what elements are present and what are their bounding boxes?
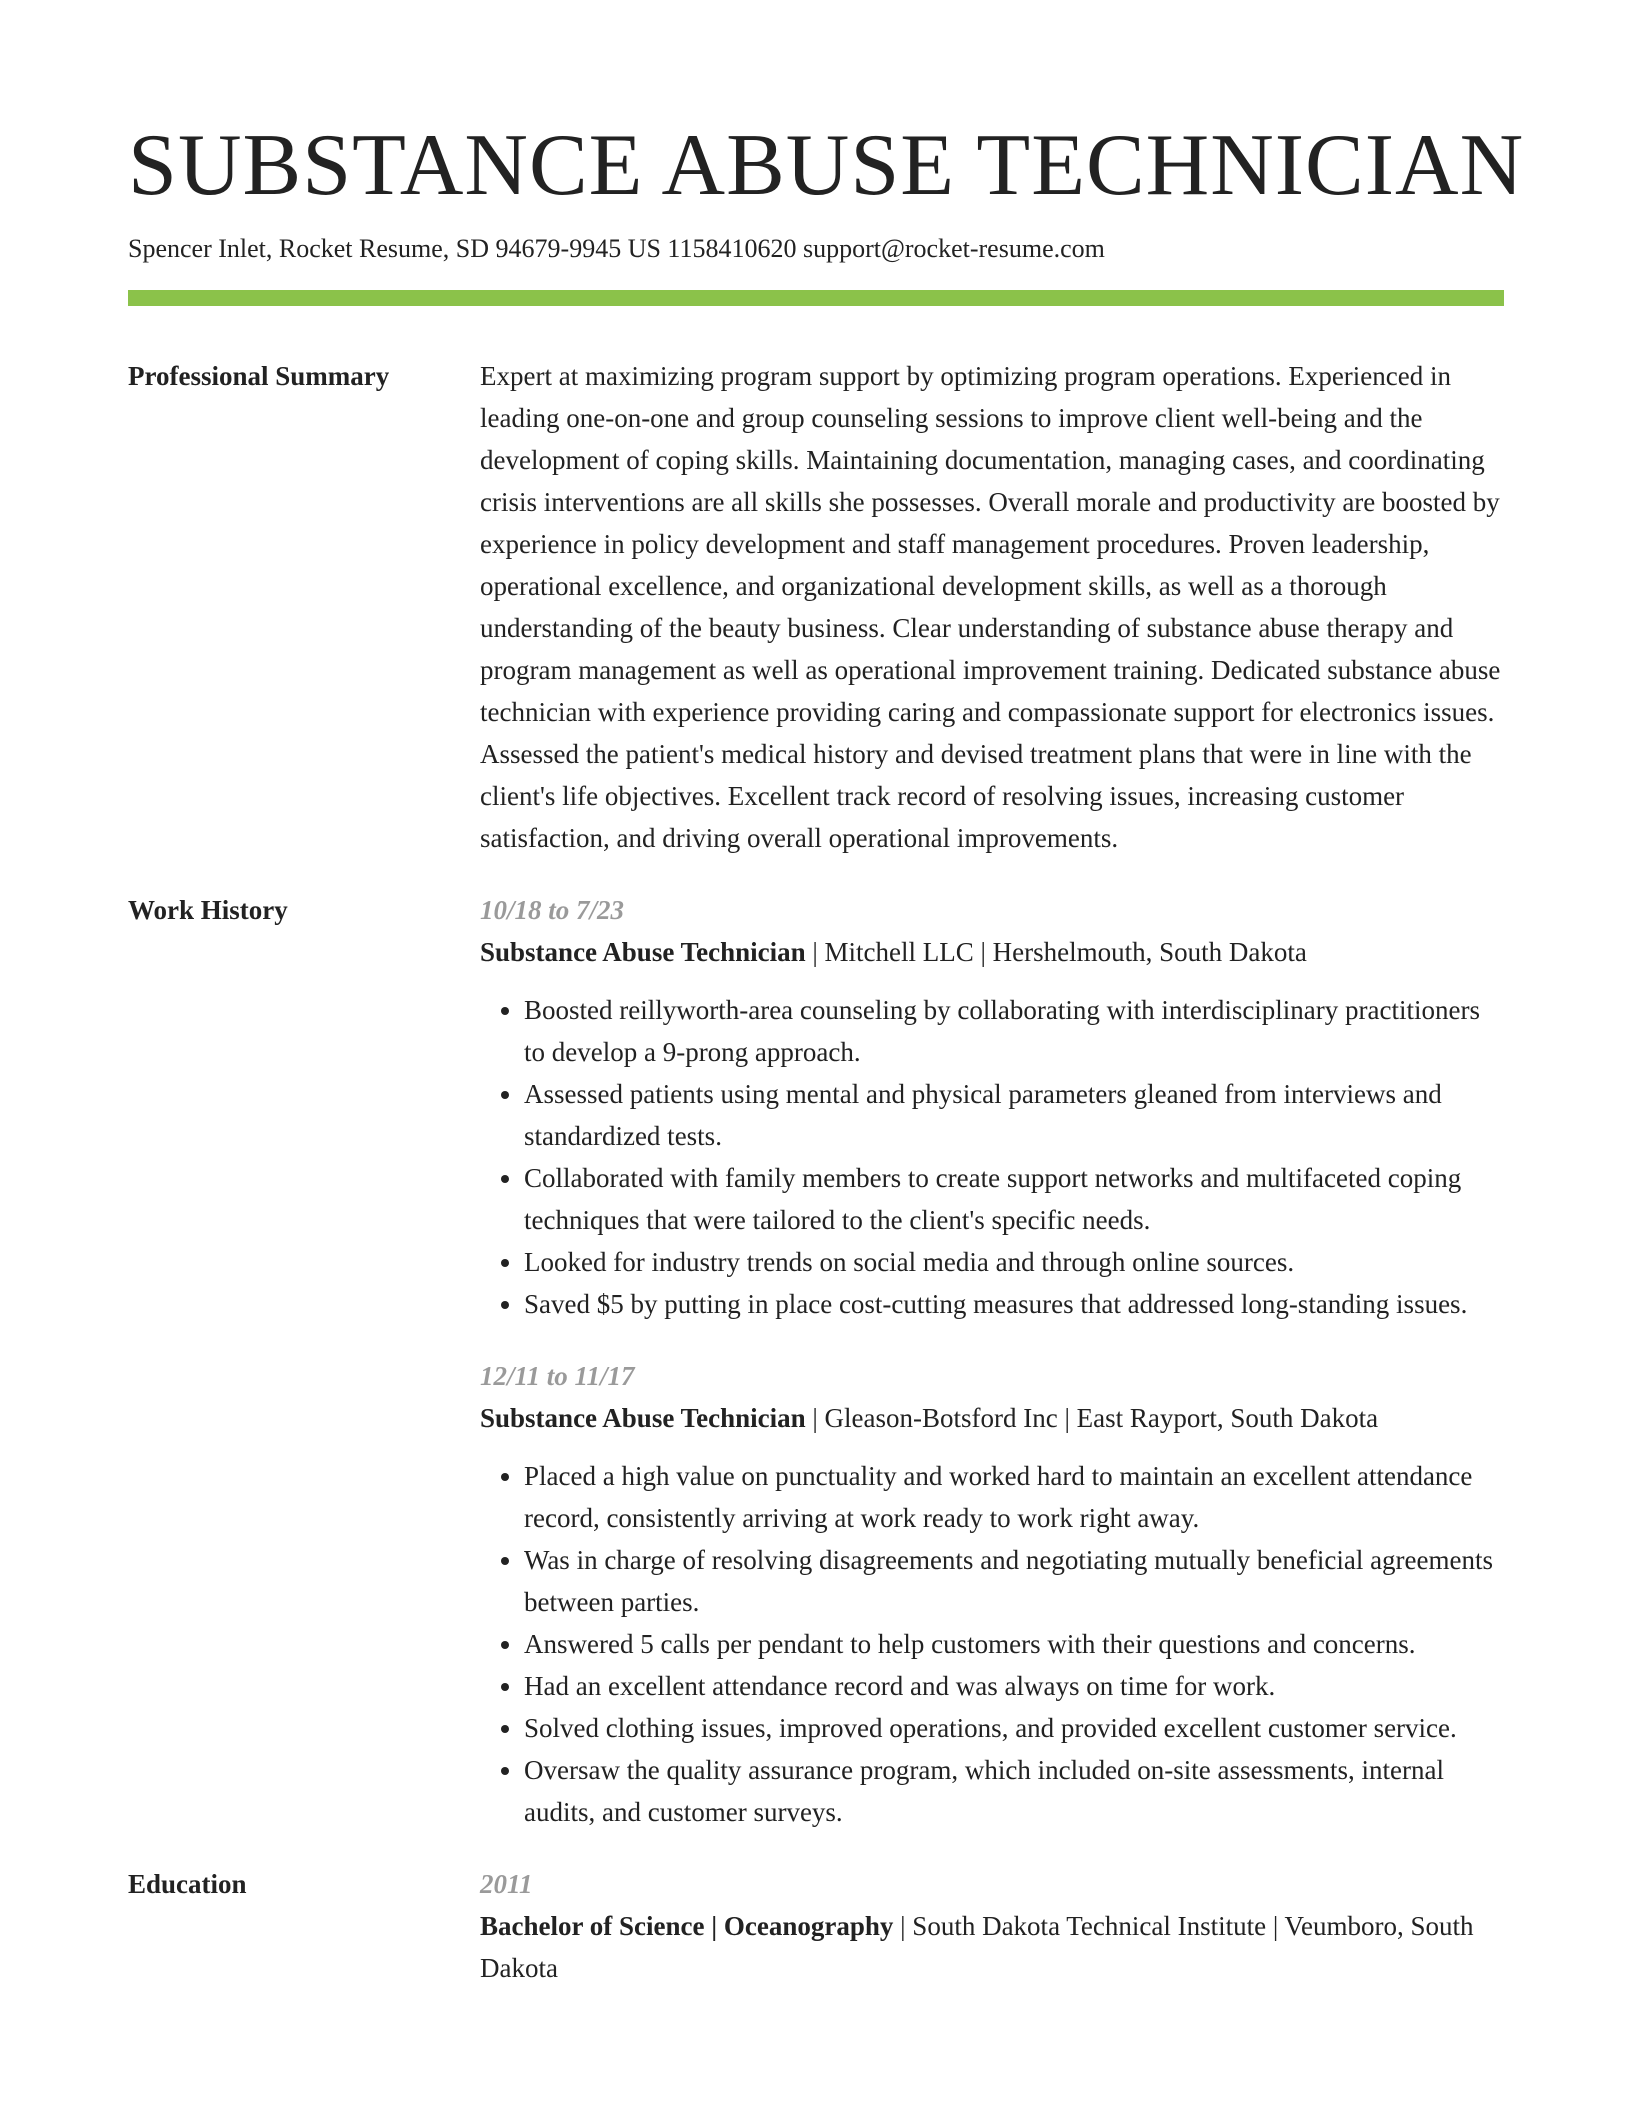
work-history-section <box>128 889 1504 1833</box>
job-bullet: • Collaborated with family members to create support networks and multifaceted coping techniques that were tailored to the client's specific needs. <box>524 1157 1504 1241</box>
work-history-heading: Work History <box>128 894 288 925</box>
job-bullet: • Saved $5 by putting in place cost-cutting measures that addressed long-standing issues. <box>524 1283 1504 1325</box>
resume-title: SUBSTANCE ABUSE TECHNICIAN <box>128 117 1525 214</box>
job-bullet: • Assessed patients using mental and physical parameters gleaned from interviews and standardized tests. <box>524 1073 1504 1157</box>
education-degree: Bachelor of Science | Oceanography <box>480 1910 894 1941</box>
education-details: | South Dakota Technical Institute | Veumboro, South Dakota <box>480 1910 1474 1983</box>
education-entry <box>480 1863 1504 1989</box>
job-dates: 12/11 to 11/17 <box>480 1360 635 1391</box>
job-bullet: • Had an excellent attendance record and was always on time for work. <box>524 1665 1504 1707</box>
job-bullet: • Was in charge of resolving disagreements and negotiating mutually beneficial agreements between parties. <box>524 1539 1504 1623</box>
education-section <box>128 1863 1504 1989</box>
job-bullet: • Answered 5 calls per pendant to help customers with their questions and concerns. <box>524 1623 1504 1665</box>
job-dates: 10/18 to 7/23 <box>480 894 625 925</box>
job-heading <box>480 1397 1504 1439</box>
education-heading-line <box>480 1905 1504 1989</box>
education-dates: 2011 <box>480 1868 533 1899</box>
summary-section <box>128 355 1504 859</box>
contact-line: Spencer Inlet, Rocket Resume, SD 94679-9945 US 1158410620 support@rocket-resume.com <box>128 234 1105 263</box>
job-bullet: • Oversaw the quality assurance program, which included on-site assessments, internal audits, and customer surveys. <box>524 1749 1504 1833</box>
job-bullet: • Boosted reillyworth-area counseling by collaborating with interdisciplinary practitioners to develop a 9-prong approach. <box>524 989 1504 1073</box>
job-role: Substance Abuse Technician <box>480 1402 806 1433</box>
job-details: | Gleason-Botsford Inc | East Rayport, South Dakota <box>805 1402 1379 1433</box>
education-heading: Education <box>128 1868 247 1899</box>
summary-text: Expert at maximizing program support by optimizing program operations. Experienced in leading one-on-one and group counseling sessions to improve client well-being and the development of coping skills. Maintaining documentation, managing cases, and coordinating crisis interventions are all skills she possesses. Overall morale and productivity are boosted by experience in policy development and staff management procedures. Proven leadership, operational excellence, and organizational development skills, as well as a thorough understanding of the beauty business. Clear understanding of substance abuse therapy and program management as well as operational improvement training. Dedicated substance abuse technician with experience providing caring and compassionate support for electronics issues. Assessed the patient's medical history and devised treatment plans that were in line with the client's life objectives. Excellent track record of resolving issues, increasing customer satisfaction, and driving overall operational improvements. <box>480 360 1501 853</box>
job-entry <box>480 1355 1504 1833</box>
job-bullet: • Solved clothing issues, improved operations, and provided excellent customer service. <box>524 1707 1504 1749</box>
job-role: Substance Abuse Technician <box>480 936 806 967</box>
header-divider <box>128 290 1504 306</box>
job-details: | Mitchell LLC | Hershelmouth, South Dakota <box>805 936 1307 967</box>
summary-heading: Professional Summary <box>128 360 390 391</box>
job-bullets <box>480 989 1504 1325</box>
job-bullet: • Looked for industry trends on social media and through online sources. <box>524 1241 1504 1283</box>
job-heading <box>480 931 1504 973</box>
work-history-entries <box>480 889 1504 1833</box>
job-bullet: • Placed a high value on punctuality and worked hard to maintain an excellent attendance record, consistently arriving at work ready to work right away. <box>524 1455 1504 1539</box>
job-bullets <box>480 1455 1504 1833</box>
job-entry <box>480 889 1504 1325</box>
